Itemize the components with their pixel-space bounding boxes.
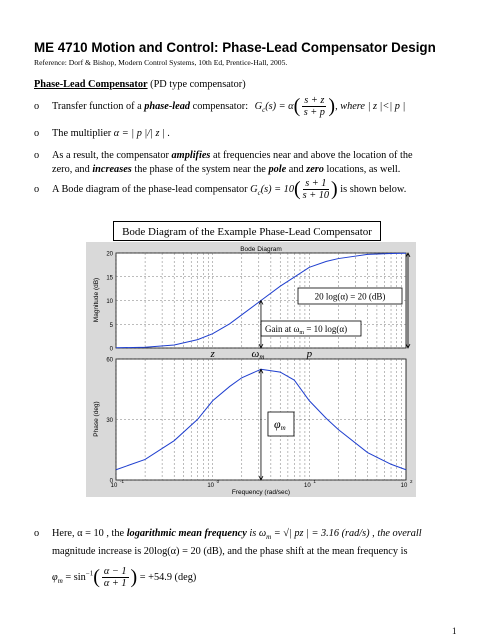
y-tick-label: 20 [106, 251, 113, 258]
math: = sin [62, 571, 86, 583]
figure-caption: Bode Diagram of the Example Phase-Lead Compensator [113, 221, 381, 241]
y-tick-label: 60 [106, 357, 113, 364]
omega-m-label: ωm [251, 348, 265, 361]
y-tick-label: 10 [106, 299, 113, 305]
gain-at-text: Gain at $\omega_m = 10$ log(α) [265, 324, 348, 336]
math-phi: φ [52, 571, 58, 583]
x-tick-label: 10 [110, 483, 118, 489]
math-g: G [254, 100, 263, 112]
section-heading: Phase-Lead Compensator [34, 79, 148, 90]
zero-label: z [210, 348, 215, 360]
bullet-marker: o [34, 100, 40, 112]
numerator: s + 1 [303, 178, 329, 190]
y-tick-label: 5 [109, 322, 113, 329]
page-number: 1 [452, 626, 457, 636]
x-tick-exponent: -1 [120, 479, 125, 484]
math-arg: (s) = 10 [260, 183, 294, 195]
math-sub: m [266, 533, 272, 542]
text: and [286, 164, 307, 175]
text-bold: zero [306, 164, 324, 175]
text-bold: pole [268, 164, 287, 175]
text-bold: logarithmic mean frequency [126, 528, 247, 539]
text: is shown below. [337, 183, 407, 195]
bullet-result-cont [52, 164, 400, 175]
math-sub: c [257, 188, 261, 197]
phase-ylabel: Phase (deg) [93, 401, 100, 437]
math-sub: m [57, 576, 63, 585]
gain-formula-text: 20 log(α) = 20 (dB) [314, 291, 386, 302]
text-bold: amplifies [171, 150, 211, 161]
page-title: ME 4710 Motion and Control: Phase-Lead Compensator Design [34, 40, 436, 55]
text: zero, and [52, 164, 93, 175]
math-omega: is ω [246, 528, 267, 539]
pole-label: p [306, 348, 313, 360]
x-tick-exponent: 0 [216, 479, 220, 484]
xlabel: Frequency (rad/sec) [231, 489, 291, 496]
phi-fraction [102, 566, 129, 589]
transfer-fraction [302, 95, 326, 118]
text: compensator: [190, 100, 249, 112]
bullet-marker: o [34, 183, 40, 195]
y-tick-label: 30 [106, 418, 113, 424]
chart-title: Bode Diagram [240, 246, 282, 253]
bode-fraction [303, 178, 329, 201]
bullet-here [34, 528, 422, 541]
x-tick-label: 10 [303, 483, 311, 489]
text: Transfer function of a [52, 100, 145, 112]
bullet-marker: o [34, 128, 40, 139]
math-result: = +54.9 (deg) [137, 571, 197, 583]
text: A Bode diagram of the phase-lead compensator [52, 183, 251, 195]
math-sub: c [262, 105, 266, 114]
magnitude-line: magnitude increase is 20log(α) = 20 (dB), and the phase shift at the mean frequency is [52, 546, 408, 557]
y-tick-label: 15 [106, 275, 113, 282]
numerator: α − 1 [103, 566, 127, 577]
bullet-multiplier [34, 128, 170, 139]
text: locations, as well. [323, 164, 401, 175]
denominator: s + 10 [302, 190, 330, 201]
section-subheading: (PD type compensator) [147, 79, 246, 90]
text: Here, α = 10 , the [52, 528, 127, 539]
bullet-result [34, 150, 413, 161]
y-tick-label: 0 [109, 346, 113, 353]
bullet-transfer-function: o Transfer function of a phase-lead compensator: $G_c(s) = \alpha$( $\frac{s + z}{s + p}$ ), where | z |<| p | [34, 95, 406, 118]
x-tick-exponent: 2 [410, 479, 413, 484]
y-tick-label: 0 [109, 478, 113, 485]
text: The multiplier [52, 128, 114, 139]
magnitude-ylabel: Magnitude (dB) [93, 277, 100, 323]
bullet-marker: o [34, 528, 40, 539]
text: at frequencies near and above the location of the [210, 150, 413, 161]
denominator: s + p [303, 107, 325, 118]
bode-diagram [86, 242, 416, 497]
section-heading-line [34, 79, 246, 90]
reference-line: Reference: Dorf & Bishop, Modern Control Systems, 10th Ed, Prentice-Hall, 2005. [34, 58, 288, 67]
denominator: α + 1 [103, 578, 127, 589]
phi-label: φm [273, 417, 286, 432]
text: As a result, the compensator [52, 150, 172, 161]
math-g: G [250, 183, 258, 195]
math-where: , where | z |<| p | [335, 100, 406, 112]
math-sup: −1 [85, 569, 94, 578]
bullet-bode: o A Bode diagram of the phase-lead compensator $G_c(s) = 10$( $\frac{s + 1}{s + 10}$ ) is shown below. [34, 178, 407, 201]
math: = √| pz | = 3.16 (rad/s) , the overall [271, 528, 422, 539]
text: the phase of the system near the [131, 164, 269, 175]
math: α = | p |/| z | . [113, 128, 171, 139]
x-tick-label: 10 [400, 483, 408, 489]
text-bold: phase-lead [144, 100, 191, 112]
x-tick-exponent: 1 [313, 479, 316, 484]
bullet-marker: o [34, 150, 40, 161]
phi-equation: $\varphi_m = \sin^{-1}$( $\frac{\alpha - 1}{\alpha + 1}$ ) = +54.9 (deg) [52, 566, 197, 589]
math-arg: (s) = α [265, 100, 294, 112]
text-bold: increases [92, 164, 132, 175]
x-tick-label: 10 [207, 483, 215, 489]
numerator: s + z [304, 95, 325, 106]
